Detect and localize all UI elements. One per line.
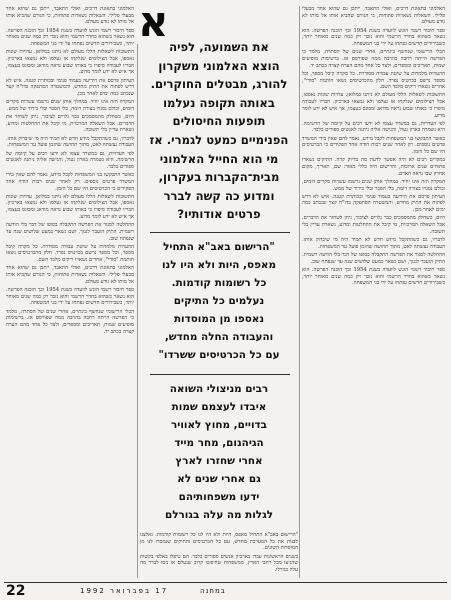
pull-quote-line: גם אחרי שנים לא bbox=[177, 473, 261, 485]
center-bottom-text bbox=[140, 532, 298, 580]
column-divider bbox=[299, 6, 300, 578]
body-paragraph: האלמוני בתאונת דרכים, ואולי התאבד, ייתכן גם שהוא אחד מבעלי פלילי. השאלות נשארות פתוחות, כי הגורם שהביא אותו אל מותו לא נודע מעולם. bbox=[6, 265, 134, 285]
footer-rule bbox=[4, 582, 447, 583]
body-paragraph: לדבריו, גם כשהתקבל מידע חדש לא תמיד היה מי שיבדוק אותו. העבודה נעשתה לאט, מתוך תחושה שהזמן פועל נגד המשפחות. bbox=[6, 135, 134, 149]
pull-quote-line: מי הוא החייל האלמוני bbox=[159, 151, 279, 166]
body-paragraph: המקרה הזה אינו יחיד. במהלך אותן שנים נרשמו עשרות מקרים דומים, וכולם נסגרו בצורה דומה, בלי הסבר ובלי בירור של ממש. bbox=[302, 178, 445, 192]
body-paragraph: במקרים רבים לא היה אפשר לדעת מה בדיוק קרה. התיקים נשארו פתוחים שנים ארוכות, והרישום היה כללי מאוד: שם, תאריך, מקום אחרון שבו נראה האדם. bbox=[302, 157, 445, 177]
body-paragraph: המקרה הזה אינו יחיד. במהלך אותן שנים נרשמו עשרות מקרים דומים, וכולם נסגרו בצורה דומה, בלי הסבר ובלי בירור של ממש. bbox=[6, 99, 134, 112]
pull-quote-line: מאפס, היות ולא היו לנו bbox=[161, 259, 276, 271]
body-paragraph: היום, כשחלק מהמסמכים כבר גלויים לציבור, ניתן לשחזר את הדברים. אבל השאלה המרכזית, מי קיבל את ההחלטות ומדוע, נשארת עדיין בלי תשובה. bbox=[302, 215, 445, 235]
body-paragraph: האלמוני בתאונת דרכים, ואולי התאבד, ייתכן גם שהוא אחד מבעלי פלילי. השאלות נשארות פתוחות, כי הגורם שהביא אותו אל מותו לא נודע מעולם. bbox=[302, 6, 445, 26]
column-divider bbox=[137, 44, 138, 578]
pull-quote-line: אחרי שחזרו לארץ bbox=[175, 455, 263, 467]
pull-quote-line: בדויים, מחוץ לאוויר bbox=[171, 419, 267, 431]
pull-quote-line: הגיהנום, מחר מייד bbox=[174, 437, 264, 449]
pull-quote-line: ומדוע כה קשה לברר bbox=[163, 188, 275, 203]
page-number: 22 bbox=[6, 583, 26, 599]
body-paragraph: כאשר התבקשו בני המשפחות לקבל מידע, נאמר להם שאין בידי המשרד פרטים נוספים. רק לאחר שנים רבות הודה אחד הפקידים כי הכרטיסים היו שם כל הזמן. bbox=[6, 172, 134, 192]
pull-quote-line: איבדו לעצמם שמות bbox=[171, 401, 267, 413]
body-paragraph: בשנים הראשונות עבדו בארכיון אנשים ספורים בלבד. הם טיפלו באלפי בקשות שהגיעו מכל רחבי הארץ, ממשפחות שחיפשו קרוב שנעלם או ניסו לברר מה עלה בגורלו. bbox=[140, 553, 298, 574]
left-text-column bbox=[6, 6, 134, 578]
right-text-column bbox=[302, 6, 445, 578]
dropcap-letter: א bbox=[138, 0, 169, 46]
body-paragraph: ההחלטה לסגור את הפרשה התקבלה בסופו של דבר בלי הודעה רשמית. התיק הועבר לגנזך, ושם נשאר כמעט שלושים שנה עד שנפתח שוב. bbox=[6, 222, 134, 242]
pull-quote-line: להורג, מבטלים החוקרים. bbox=[150, 77, 288, 92]
body-paragraph: כאשר התבקשו בני המשפחות לקבל מידע, נאמר להם שאין בידי המשרד פרטים נוספים. רק לאחר שנים רבות הודה אחד הפקידים כי הכרטיסים היו שם כל הזמן. bbox=[302, 135, 445, 156]
body-paragraph: לפי העדויות, גם במשרד עצמו לא ידעו רבים על קיומה של הרשימה. היא נשמרה בארון נעול, והגישה אליה ניתנה לאנשים ספורים בלבד. bbox=[6, 150, 134, 170]
pull-quote-line: נעלמים כל התיקים bbox=[173, 295, 265, 307]
body-paragraph: הכלי הרישומי שנחשף בינתיים, אחרי שנים של הסתרה, מלמד כי הפרשה הייתה רחבה בהרבה ממה שפורסם אז. ברשימות מופיעים שמות, תאריכים ומספרים, ולצד כל אחד מהם הערה קצרה בכתב יד. bbox=[6, 308, 134, 335]
body-paragraph: לפי העדויות, גם במשרד עצמו לא ידעו רבים על קיומה של הרשימה. היא נשמרה בארון נעול, והגישה אליה ניתנה לאנשים ספורים בלבד. bbox=[302, 120, 445, 134]
pull-quote-line: כל רשומות קודמות. bbox=[171, 277, 267, 289]
body-paragraph: התשובות לשאלות הללו מעולם לא ניתנו במלואן. עדויות שונות נאספו, אבל הצילומים שנלקחו אז נעלמו ולא נמצאו בארכיון. חבריו לעבודה סיפרו כי באותו שבוע נראה מודאג ומכונס בעצמו, אך איש לא ידע לומר מדוע. bbox=[6, 49, 134, 76]
body-paragraph: העיתון פרסם את הידיעה בעמוד פנימי ובכותרת קטנה. איש לא דרש לפתוח את התיק מחדש, והמשטרה הסתפקה בדו"ח קצר שנכתב כמה ימים לאחר מכן. bbox=[302, 193, 445, 214]
body-paragraph: לדבריו, גם כשהתקבל מידע חדש לא תמיד היה מי שיבדוק אותו. העבודה נעשתה לאט, מתוך תחושה שהזמן פועל נגד המשפחות. bbox=[302, 237, 445, 250]
divider bbox=[150, 232, 290, 233]
page-footer bbox=[0, 582, 451, 600]
pull-quote-2 bbox=[140, 238, 298, 370]
body-paragraph: האלמוני בתאונת דרכים, ואולי התאבד, ייתכן גם שהוא אחד מבעלי פלילי. השאלות נשארות פתוחות, כי הגורם שהביא אותו אל מותו לא נודע מעולם. bbox=[6, 6, 134, 26]
body-paragraph: התשובות לשאלות הללו מעולם לא ניתנו במלואן. עדויות שונות נאספו, אבל הצילומים שנלקחו אז נעלמו ולא נמצאו בארכיון. חבריו לעבודה סיפרו כי באותו שבוע נראה מודאג ומכונס בעצמו, אך איש לא ידע לומר מדוע. bbox=[6, 193, 134, 220]
body-paragraph: ספר חיבור רשמי הוגש לוועדה בשנת 1954 וכך הוכנה הפרשה. הוא נשאר כשהוא בחדר הרשמי והוא נזכר רק כמה שנים מאוחר יותר, כשבירורים חדשים נפתחו על ידי בני המשפחה. bbox=[6, 27, 134, 48]
body-paragraph: הכלי הרישומי שנחשף בינתיים, אחרי שנים של הסתרה, מלמד כי הפרשה הייתה רחבה בהרבה ממה שפורסם אז. ברשימות מופיעים שמות, תאריכים ומספרים, ולצד כל אחד מהם הערה קצרה בכתב יד. bbox=[302, 49, 445, 69]
body-paragraph: ספר חיבור רשמי הוגש לוועדה בשנת 1954 וכך הוכנה הפרשה. הוא נשאר כשהוא בחדר הרשמי והוא נזכר רק כמה שנים מאוחר יותר, כשבירורים חדשים נפתחו על ידי בני המשפחה. bbox=[302, 27, 445, 48]
body-paragraph: ההערות מלמדות על שיטת עבודה מסודרת. כל מקרה קיבל מספר, וכל מספר נרשם בכרטיס נפרד. חלק מהכרטיסים נשאו חותמת "סודי", אחרים נשארו ריקים מלבד השם. bbox=[6, 243, 134, 264]
pull-quote-line: והעבודה החלה מחדש, bbox=[164, 331, 274, 343]
issue-date: 17 בפברואר 1992 bbox=[80, 587, 169, 595]
body-paragraph: ספר חיבור רשמי הוגש לוועדה בשנת 1954 וכך הוכנה הפרשה. הוא נשאר כשהוא בחדר הרשמי והוא נזכר רק כמה שנים מאוחר יותר, כשבירורים חדשים נפתחו על ידי בני המשפחה. bbox=[302, 266, 445, 287]
body-paragraph: "הרישום באב"א התחיל מאפס, היות ולא היו לנו כל רשומות קודמות. נאלצנו לבנות את כל המערכת מחדש, עם כל הכרטיסים והתיקים שנמסרו לנו מן המוסדות השונים. bbox=[140, 532, 298, 552]
publication-name: במחנה bbox=[200, 587, 226, 595]
pull-quote-line: רבים מניצולי השואה bbox=[169, 383, 269, 395]
pull-quote-line: "הרישום באב"א התחיל bbox=[163, 241, 275, 253]
pull-quote-line: עם כל הכרטיסים ששרדו" bbox=[158, 349, 280, 361]
pull-quote-line: ידעו משפחותיהם bbox=[178, 491, 260, 503]
pull-quote-3 bbox=[140, 380, 298, 528]
pull-quote-line: את השמועה, לפיה bbox=[169, 40, 269, 54]
body-paragraph: ההחלטה לסגור את הפרשה התקבלה בסופו של דבר בלי הודעה רשמית. התיק הועבר לגנזך, ושם נשאר כמעט שלושים שנה עד שנפתח שוב. bbox=[302, 251, 445, 265]
body-paragraph: התשובות לשאלות הללו מעולם לא ניתנו במלואן. עדויות שונות נאספו, אבל הצילומים שנלקחו אז נעלמו ולא נמצאו בארכיון. חבריו לעבודה סיפרו כי באותו שבוע נראה מודאג ומכונס בעצמו, אך איש לא ידע לומר מדוע. bbox=[302, 92, 445, 119]
pull-quote-line: לגלות מה עלה בגורלם bbox=[164, 509, 274, 521]
body-paragraph: העיתון פרסם את הידיעה בעמוד פנימי ובכותרת קטנה. איש לא דרש לפתוח את התיק מחדש, והמשטרה הסתפקה בדו"ח קצר שנכתב כמה ימים לאחר מכן. bbox=[6, 77, 134, 97]
divider bbox=[150, 374, 290, 375]
pull-quote-line: תופעות החיסולים bbox=[172, 114, 266, 129]
pull-quote-1 bbox=[140, 38, 298, 228]
body-paragraph: ספר חיבור רשמי הוגש לוועדה בשנת 1954 וכך הוכנה הפרשה. הוא נשאר כשהוא בחדר הרשמי והוא נזכר רק כמה שנים מאוחר יותר, כשבירורים חדשים נפתחו על ידי בני המשפחה. bbox=[6, 286, 134, 307]
pull-quote-line: באותה תקופה נעלמו bbox=[163, 95, 275, 110]
pull-quote-line: הפנימיים כמעט לגמרי. אז bbox=[149, 132, 289, 147]
pull-quote-line: הוצא האלמוני משקרון bbox=[158, 58, 280, 73]
pull-quote-line: נאספו מן המוסדות bbox=[173, 313, 265, 325]
body-paragraph: ההערות מלמדות על שיטת עבודה מסודרת. כל מקרה קיבל מספר, וכל מספר נרשם בכרטיס נפרד. חלק מהכרטיסים נשאו חותמת "סודי", אחרים נשארו ריקים מלבד השם. bbox=[302, 70, 445, 91]
body-paragraph: היום, כשחלק מהמסמכים כבר גלויים לציבור, ניתן לשחזר את הדברים. אבל השאלה המרכזית, מי קיבל את ההחלטות ומדוע, נשארת עדיין בלי תשובה. bbox=[6, 114, 134, 134]
pull-quote-line: פרטים אודותיו? bbox=[177, 207, 261, 222]
pull-quote-line: מבית־הקברות בעקרון, bbox=[158, 170, 280, 185]
